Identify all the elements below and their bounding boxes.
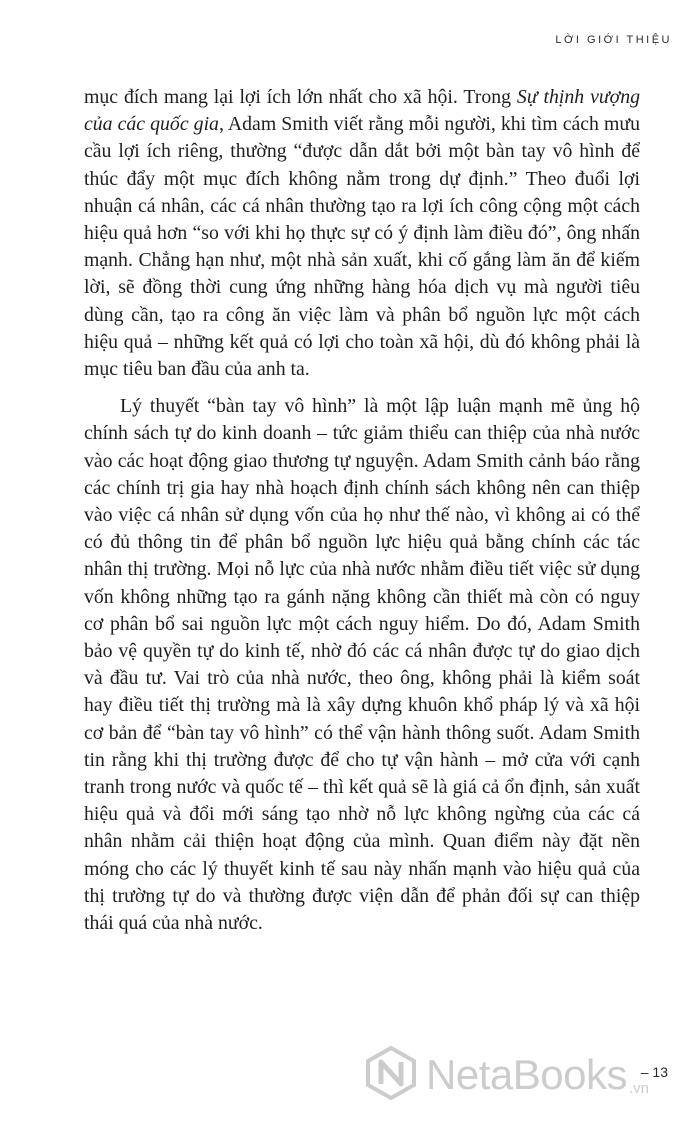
paragraph-1-text-b: , Adam Smith viết rằng mỗi người, khi tìm cách mưu cầu lợi ích riêng, thường “được dẫn dắt bởi một bàn tay vô hình để thúc đẩy một mục đích không nằm trong dự định.” Theo đuổi lợi nhuận cá nhân, các cá nhân thường tạo ra lợi ích công cộng một cách hiệu quả hơn “so với khi họ thực sự có ý định làm điều đó”, ông nhấn mạnh. Chẳng hạn như, một nhà sản xuất, khi cố gắng làm ăn để kiếm lời, sẽ đồng thời cung ứng những hàng hóa dịch vụ mà người tiêu dùng cần, tạo ra công ăn việc làm và phân bổ nguồn lực một cách hiệu quả – những kết quả có lợi cho toàn xã hội, dù đó không phải là mục tiêu ban đầu của anh ta. <box>84 113 640 381</box>
watermark-suffix: .vn <box>628 1080 649 1097</box>
paragraph-1 <box>84 84 640 383</box>
paragraph-2: Lý thuyết “bàn tay vô hình” là một lập luận mạnh mẽ ủng hộ chính sách tự do kinh doanh – tức giảm thiểu can thiệp của nhà nước vào các hoạt động giao thương tự nguyện. Adam Smith cảnh báo rằng các chính trị gia hay nhà hoạch định chính sách không nên can thiệp vào việc cá nhân sử dụng vốn của họ như thế nào, vì không ai có thể có đủ thông tin để phân bổ nguồn lực hiệu quả bằng chính các tác nhân thị trường. Mọi nỗ lực của nhà nước nhằm điều tiết việc sử dụng vốn không những tạo ra gánh nặng không cần thiết mà còn có nguy cơ phân bổ sai nguồn lực một cách nguy hiểm. Do đó, Adam Smith bảo vệ quyền tự do kinh tế, nhờ đó các cá nhân được tự do giao dịch và đầu tư. Vai trò của nhà nước, theo ông, không phải là kiểm soát hay điều tiết thị trường mà là xây dựng khuôn khổ pháp lý và xã hội cơ bản để “bàn tay vô hình” có thể vận hành thông suốt. Adam Smith tin rằng khi thị trường được để cho tự vận hành – mở cửa với cạnh tranh trong nước và quốc tế – thì kết quả sẽ là giá cả ổn định, sản xuất hiệu quả và đổi mới sáng tạo nhờ nỗ lực không ngừng của các cá nhân nhằm cải thiện hoạt động của mình. Quan điểm này đặt nền móng cho các lý thuyết kinh tế sau này nhấn mạnh vào hiệu quả của thị trường tự do và thường được viện dẫn để phản đối sự can thiệp thái quá của nhà nước. <box>84 395 640 935</box>
paragraph-1-text-a: mục đích mang lại lợi ích lớn nhất cho xã hội. Trong <box>84 86 517 108</box>
watermark <box>364 1046 649 1100</box>
netabooks-logo-icon <box>364 1046 418 1100</box>
page-number: – 13 <box>640 1064 668 1080</box>
running-header: LỜI GIỚI THIỆU <box>555 34 672 46</box>
page-body <box>84 84 640 937</box>
book-title-italic: Sự thịnh vượng của các quốc gia <box>84 86 640 136</box>
watermark-brand: NetaBooks <box>426 1051 627 1098</box>
